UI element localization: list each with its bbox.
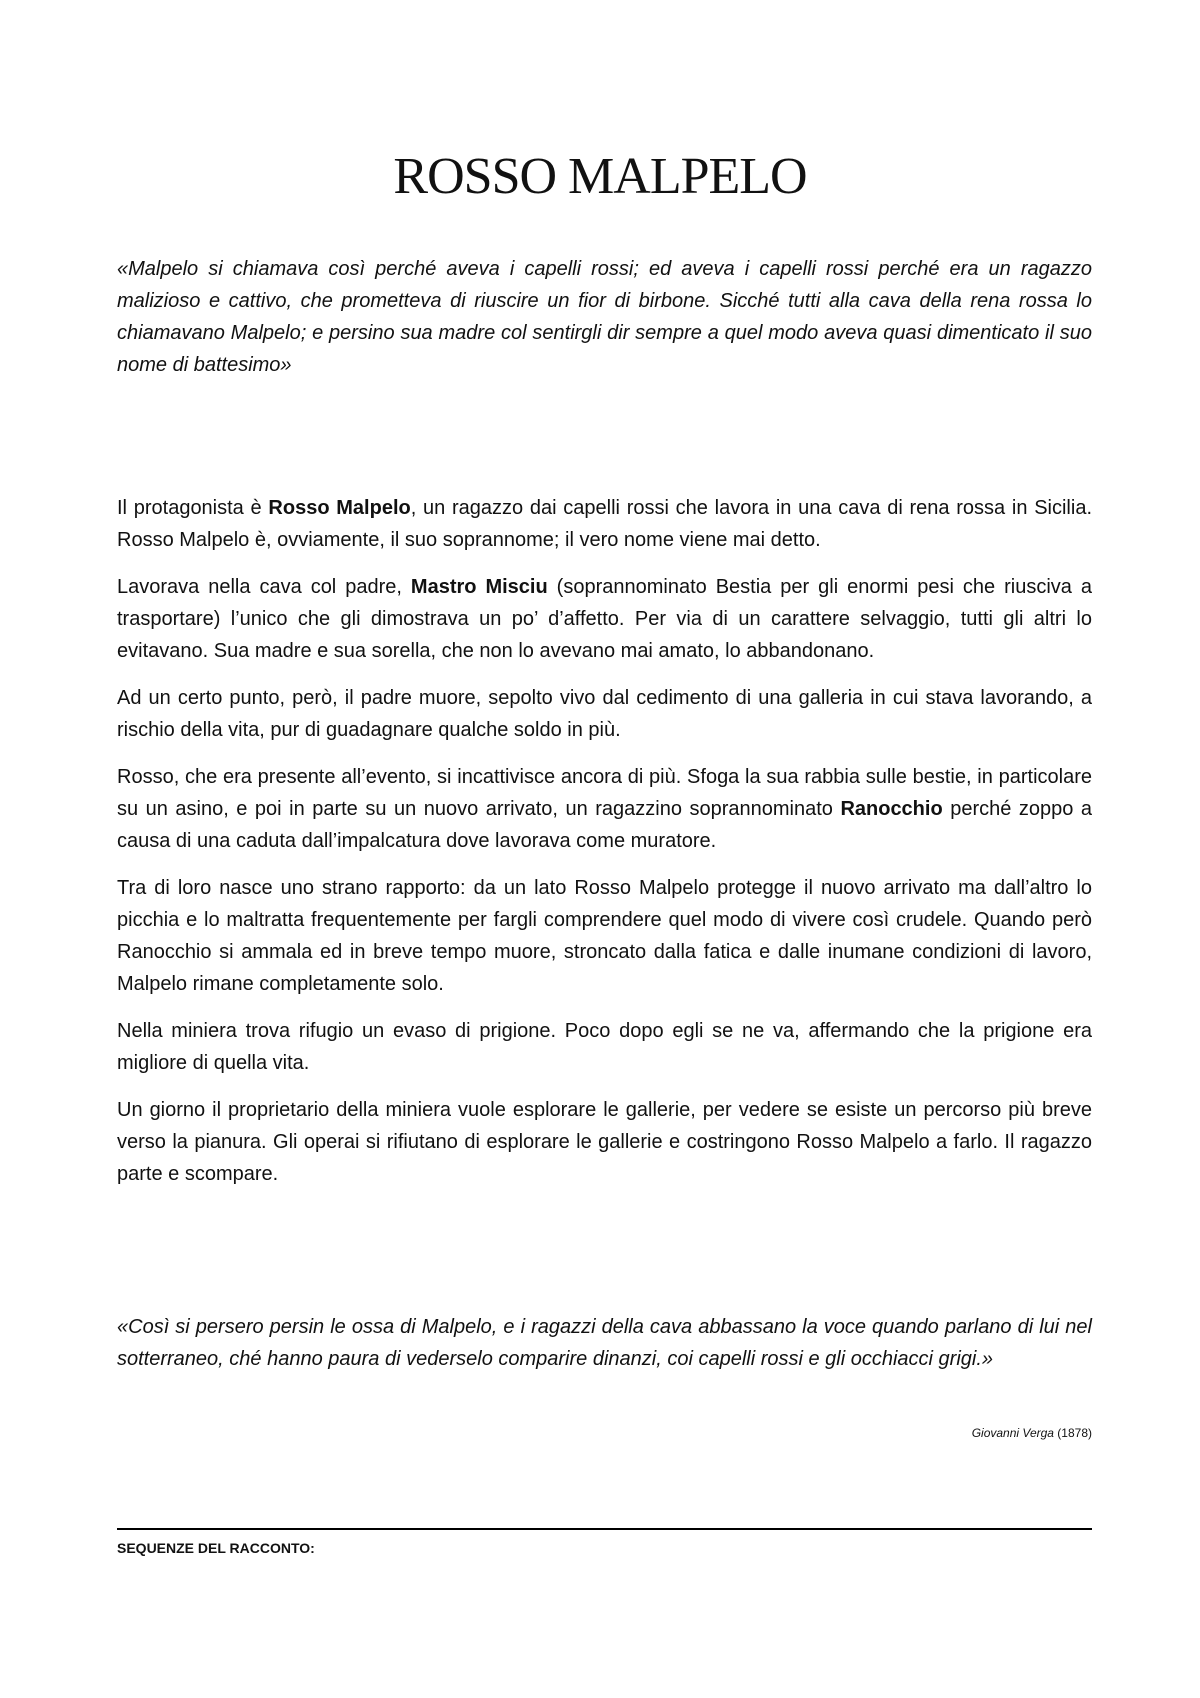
paragraph-relationship: Tra di loro nasce uno strano rapporto: da un lato Rosso Malpelo protegge il nuovo arrivato ma dall’altro lo picchia e lo maltratta frequentemente per fargli comprendere quel modo di vivere così crudele. Quando però Ranocchio si ammala ed in breve tempo muore, stroncato dalla fatica e dalle inumane condizioni di lavoro, Malpelo rimane completamente solo. xyxy=(117,877,1092,995)
bold-name-ranocchio: Ranocchio xyxy=(840,798,943,820)
opening-quote: «Malpelo si chiamava così perché aveva i capelli rossi; ed aveva i capelli rossi perché era un ragazzo malizioso e cattivo, che prometteva di riuscire un fior di birbone. Sicché tutti alla cava della rena rossa lo chiamavano Malpelo; e persino sua madre col sentirgli dir sempre a quel modo aveva quasi dimenticato il suo nome di battesimo» xyxy=(117,258,1092,376)
paragraph-father: Lavorava nella cava col padre, Mastro Misciu (soprannominato Bestia per gli enormi pesi che riusciva a trasportare) l’unico che gli dimostrava un po’ d’affetto. Per via di un carattere selvaggio, tutti gli altri lo evitavano. Sua madre e sua sorella, che non lo avevano mai amato, lo abbandonano. xyxy=(117,576,1092,662)
paragraph-prisoner: Nella miniera trova rifugio un evaso di prigione. Poco dopo egli se ne va, affermando che la prigione era migliore di quella vita. xyxy=(117,1020,1092,1074)
paragraph-ranocchio: Rosso, che era presente all’evento, si incattivisce ancora di più. Sfoga la sua rabbia sulle bestie, in particolare su un asino, e poi in parte su un nuovo arrivato, un ragazzino soprannominato Ranocchio perché zoppo a causa di una caduta dall’impalcatura dove lavorava come muratore. xyxy=(117,766,1093,852)
sequence-heading: SEQUENZE DEL RACCONTO: xyxy=(117,1540,315,1556)
paragraph-protagonist: Il protagonista è Rosso Malpelo, un ragazzo dai capelli rossi che lavora in una cava di rena rossa in Sicilia. Rosso Malpelo è, ovviamente, il suo soprannome; il vero nome viene mai detto. xyxy=(117,497,1093,551)
paragraph-father-death: Ad un certo punto, però, il padre muore, sepolto vivo dal cedimento di una galleria in cui stava lavorando, a rischio della vita, pur di guadagnare qualche soldo in più. xyxy=(117,687,1092,741)
document-title: ROSSO MALPELO xyxy=(393,148,807,205)
author-year: (1878) xyxy=(1053,1426,1092,1440)
bold-name-rosso-malpelo: Rosso Malpelo xyxy=(268,497,411,519)
bold-name-mastro-misciu: Mastro Misciu xyxy=(410,576,548,598)
summary-body xyxy=(117,492,1092,1205)
closing-quote: «Così si persero persin le ossa di Malpelo, e i ragazzi della cava abbassano la voce quando parlano di lui nel sotterraneo, ché hanno paura di vederselo comparire dinanzi, coi capelli rossi e gli occhiacci grigi.» xyxy=(117,1316,1092,1370)
paragraph-ending: Un giorno il proprietario della miniera vuole esplorare le gallerie, per vedere se esiste un percorso più breve verso la pianura. Gli operai si rifiutano di esplorare le gallerie e costringono Rosso Malpelo a farlo. Il ragazzo parte e scompare. xyxy=(117,1099,1092,1185)
horizontal-divider xyxy=(117,1528,1092,1530)
author-name: Giovanni Verga xyxy=(971,1426,1054,1440)
author-signature xyxy=(117,1425,1092,1441)
